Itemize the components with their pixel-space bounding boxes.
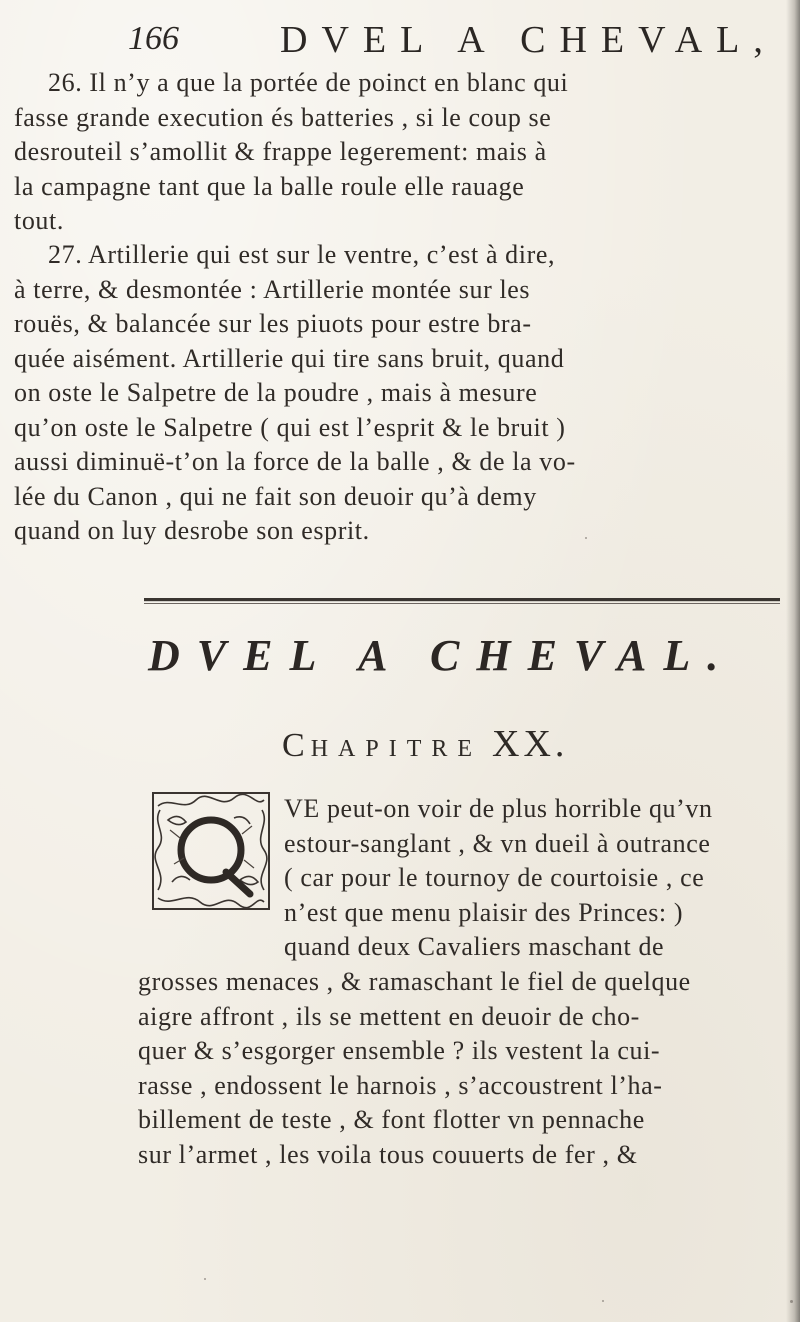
paper-speck (602, 1300, 604, 1302)
section-rule-thin (144, 603, 780, 604)
section-title: DVEL A CHEVAL. (148, 631, 736, 680)
paragraph-line: à terre, & desmontée : Artillerie montée sur les (14, 274, 531, 304)
paragraph-line: on oste le Salpetre de la poudre , mais à mesure (14, 378, 538, 407)
chapter-line: ( car pour le tournoy de courtoisie , ce (284, 863, 705, 892)
chapter-line: sur l’armet , les voila tous couuerts de fer , & (138, 1139, 638, 1169)
page-number: 166 (128, 20, 179, 57)
page (128, 14, 788, 64)
paragraph-line: desrouteil s’amollit & frappe legerement: mais à (14, 137, 547, 166)
paragraph-line: fasse grande execution és batteries , si le coup se (14, 102, 552, 132)
paragraph-27 (14, 238, 654, 549)
chapter-line: quand deux Cavaliers maschant de (284, 932, 665, 961)
chapter-line: rasse , endossent le harnois , s’accoustrent l’ha- (138, 1070, 663, 1100)
chapter-line: n’est que menu plaisir des Princes: ) (284, 897, 684, 927)
chapter-line: grosses menaces , & ramaschant le fiel de quelque (138, 967, 691, 996)
paragraph-line: quée aisément. Artillerie qui tire sans bruit, quand (14, 343, 565, 373)
chapter-number: XX. (492, 723, 569, 765)
chapter-heading (282, 722, 568, 766)
paragraph-line: aussi diminuë-t’on la force de la balle , & de la vo- (14, 447, 576, 476)
chapter-heading-word: HAPITRE (310, 736, 483, 762)
chapter-line: estour-sanglant , & vn dueil à outrance (284, 828, 711, 858)
chapter-text-full-width (138, 965, 798, 1172)
paragraph-line: tout. (14, 206, 64, 235)
chapter-heading-cap: C (282, 727, 311, 764)
chapter-line: VE peut-on voir de plus horrible qu’vn (284, 794, 713, 823)
section-rule-thick (144, 598, 780, 601)
running-head (128, 14, 788, 64)
paragraph-line: quand on luy desrobe son esprit. (14, 516, 370, 545)
paper-speck (585, 537, 587, 539)
paragraph-26 (14, 66, 654, 239)
paragraph-line: lée du Canon , qui ne fait son deuoir qu’à demy (14, 481, 537, 511)
paragraph-line: 27. Artillerie qui est sur le ventre, c’est à dire, (48, 240, 556, 269)
paper-speck (204, 1278, 206, 1280)
chapter-line: aigre affront , ils se mettent en deuoir de cho- (138, 1001, 640, 1031)
paragraph-line: qu’on oste le Salpetre ( qui est l’esprit & le bruit ) (14, 412, 566, 442)
running-title: DVEL A CHEVAL, (280, 19, 777, 61)
paragraph-line: rouës, & balancée sur les piuots pour estre bra- (14, 309, 532, 338)
paper-speck (790, 1300, 793, 1303)
chapter-line: quer & s’esgorger ensemble ? ils vestent la cui- (138, 1036, 661, 1065)
chapter-text-beside-initial (284, 792, 796, 965)
paragraph-line: la campagne tant que la balle roule elle rauage (14, 171, 525, 201)
ornamental-q-initial-icon (150, 790, 272, 912)
chapter-line: billement de teste , & font flotter vn pennache (138, 1105, 645, 1134)
paragraph-line: 26. Il n’y a que la portée de poinct en blanc qui (48, 68, 569, 97)
